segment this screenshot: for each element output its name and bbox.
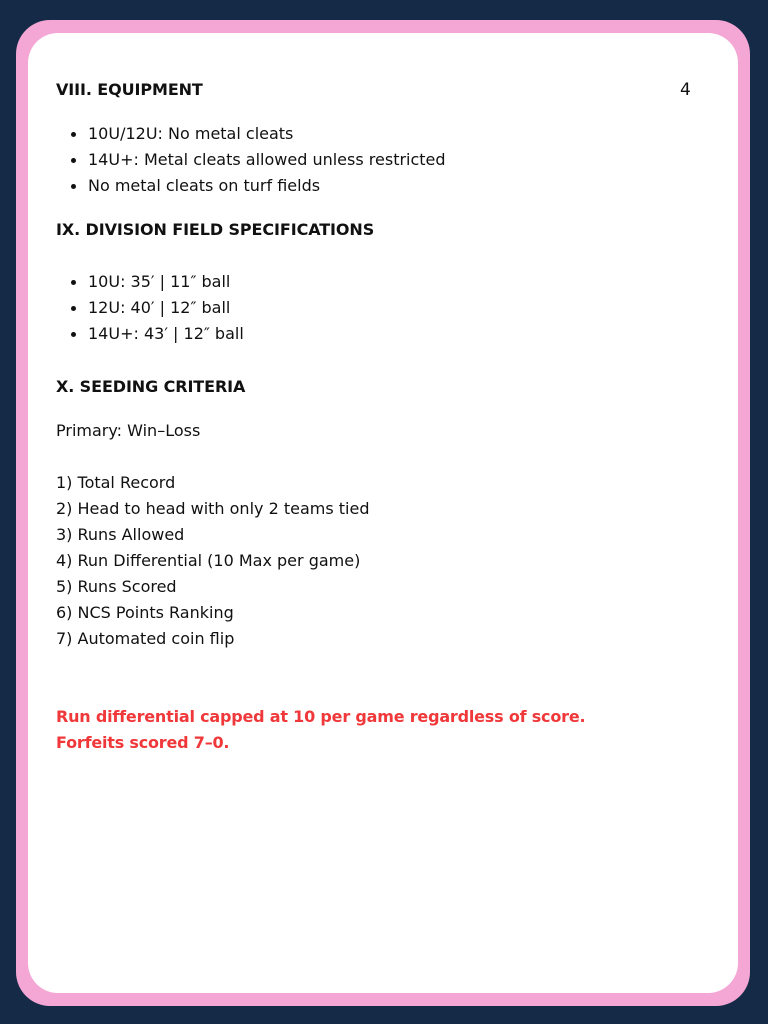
list-item: 5) Runs Scored [56, 577, 177, 596]
list-item: 10U/12U: No metal cleats [56, 121, 446, 147]
forfeit-note: Forfeits scored 7–0. [56, 733, 230, 752]
run-differential-note: Run differential capped at 10 per game regardless of score. [56, 707, 586, 726]
list-item: 4) Run Differential (10 Max per game) [56, 551, 361, 570]
list-item: 7) Automated coin flip [56, 629, 235, 648]
seeding-heading: X. SEEDING CRITERIA [56, 377, 246, 396]
bullet-icon [71, 280, 76, 285]
field-specs-list [56, 269, 244, 347]
equipment-list [56, 121, 446, 199]
bullet-icon [71, 332, 76, 337]
list-item: 12U: 40′ | 12″ ball [56, 295, 244, 321]
list-item: 10U: 35′ | 11″ ball [56, 269, 244, 295]
seeding-criteria-list [56, 470, 369, 652]
list-item: 2) Head to head with only 2 teams tied [56, 499, 370, 518]
list-item: 14U+: 43′ | 12″ ball [56, 321, 244, 347]
equipment-heading: VIII. EQUIPMENT [56, 80, 203, 99]
list-item: No metal cleats on turf fields [56, 173, 446, 199]
field-specs-heading: IX. DIVISION FIELD SPECIFICATIONS [56, 220, 375, 239]
bullet-icon [71, 306, 76, 311]
bullet-icon [71, 184, 76, 189]
bullet-icon [71, 132, 76, 137]
page-number: 4 [680, 80, 691, 100]
list-item: 6) NCS Points Ranking [56, 603, 234, 622]
list-item: 1) Total Record [56, 473, 176, 492]
bullet-icon [71, 158, 76, 163]
list-item: 14U+: Metal cleats allowed unless restricted [56, 147, 446, 173]
seeding-primary: Primary: Win–Loss [56, 421, 201, 440]
list-item: 3) Runs Allowed [56, 525, 185, 544]
